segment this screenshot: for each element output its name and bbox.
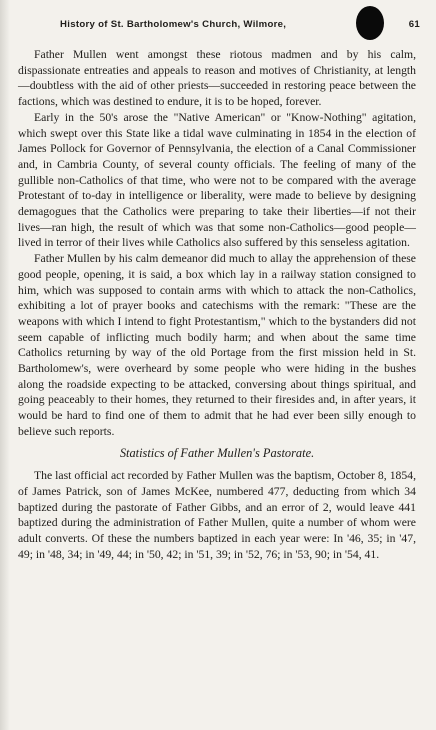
page-number: 61 <box>408 19 420 30</box>
paragraph-know-nothing: Early in the 50's arose the "Native American" or "Know-Nothing" agitation, which swept over this State like a tidal wave culminating in 1854 in the election of James Pollock for Governor of Pennsylvania, the election of a Canal Commissioner and, in Cambria County, of several county officials. The feeling of many of the gullible non-Catholics of that time, who were not to be compared with the average Protestant of to-day in intelligence or liberality, were made to believe by designing demagogues that the Catholics were preparing to take their liberties—if not their lives—ran high, the result of which was that some non-Catholics—good people—lived in terror of their lives while Catholics also suffered by this senseless agitation. <box>18 110 416 250</box>
page-edge-shadow <box>0 0 10 730</box>
body-text <box>18 47 416 563</box>
paragraph-peace: Father Mullen went amongst these riotous madmen and by his calm, dispassionate entreaties and appeals to reason and motives of Christianity, at length—doubtless with the aid of other priests—succeeded in restoring peace between the factions, which was destined to endure, it is to be hoped, forever. <box>18 48 416 109</box>
paragraph-demeanor: Father Mullen by his calm demeanor did much to allay the apprehension of these good people, opening, it is said, a box which lay in a railway station consigned to him, which was supposed to contain arms with which to attack the non-Catholics, exhibiting a lot of prayer books and catechisms with the remark: "These are the weapons with which I intend to fight Protestantism," which to the bystanders did not seem capable of inflicting much bodily harm; and when about the same time Catholics returning by way of the old Portage from the first mission held in St. Bartholomew's, were overheard by some people who were hiding in the bushes along the roadside expecting to be attacked, conversing about things spiritual, and going peaceably to their homes, they returned to their firesides and, in after years, it would be hard to find one of them to admit that he had ever been silly enough to believe such reports. <box>18 252 416 438</box>
punch-hole <box>356 6 384 40</box>
section-heading: Statistics of Father Mullen's Pastorate. <box>119 445 315 460</box>
running-header-title: History of St. Bartholomew's Church, Wilmore, <box>60 19 287 30</box>
paragraph-statistics: The last official act recorded by Father Mullen was the baptism, October 8, 1854, of James Patrick, son of James McKee, numbered 477, deducting from which 34 baptized during the pastorate of Father Gibbs, and an error of 2, would leave 441 baptized during the administration of Father Mullen, quite a number of whom were adult converts. Of these the numbers baptized in each year were: In '46, 35; in '47, 49; in '48, 34; in '49, 44; in '50, 42; in '51, 39; in '52, 76; in '53, 90; in '54, 41. <box>18 469 416 561</box>
